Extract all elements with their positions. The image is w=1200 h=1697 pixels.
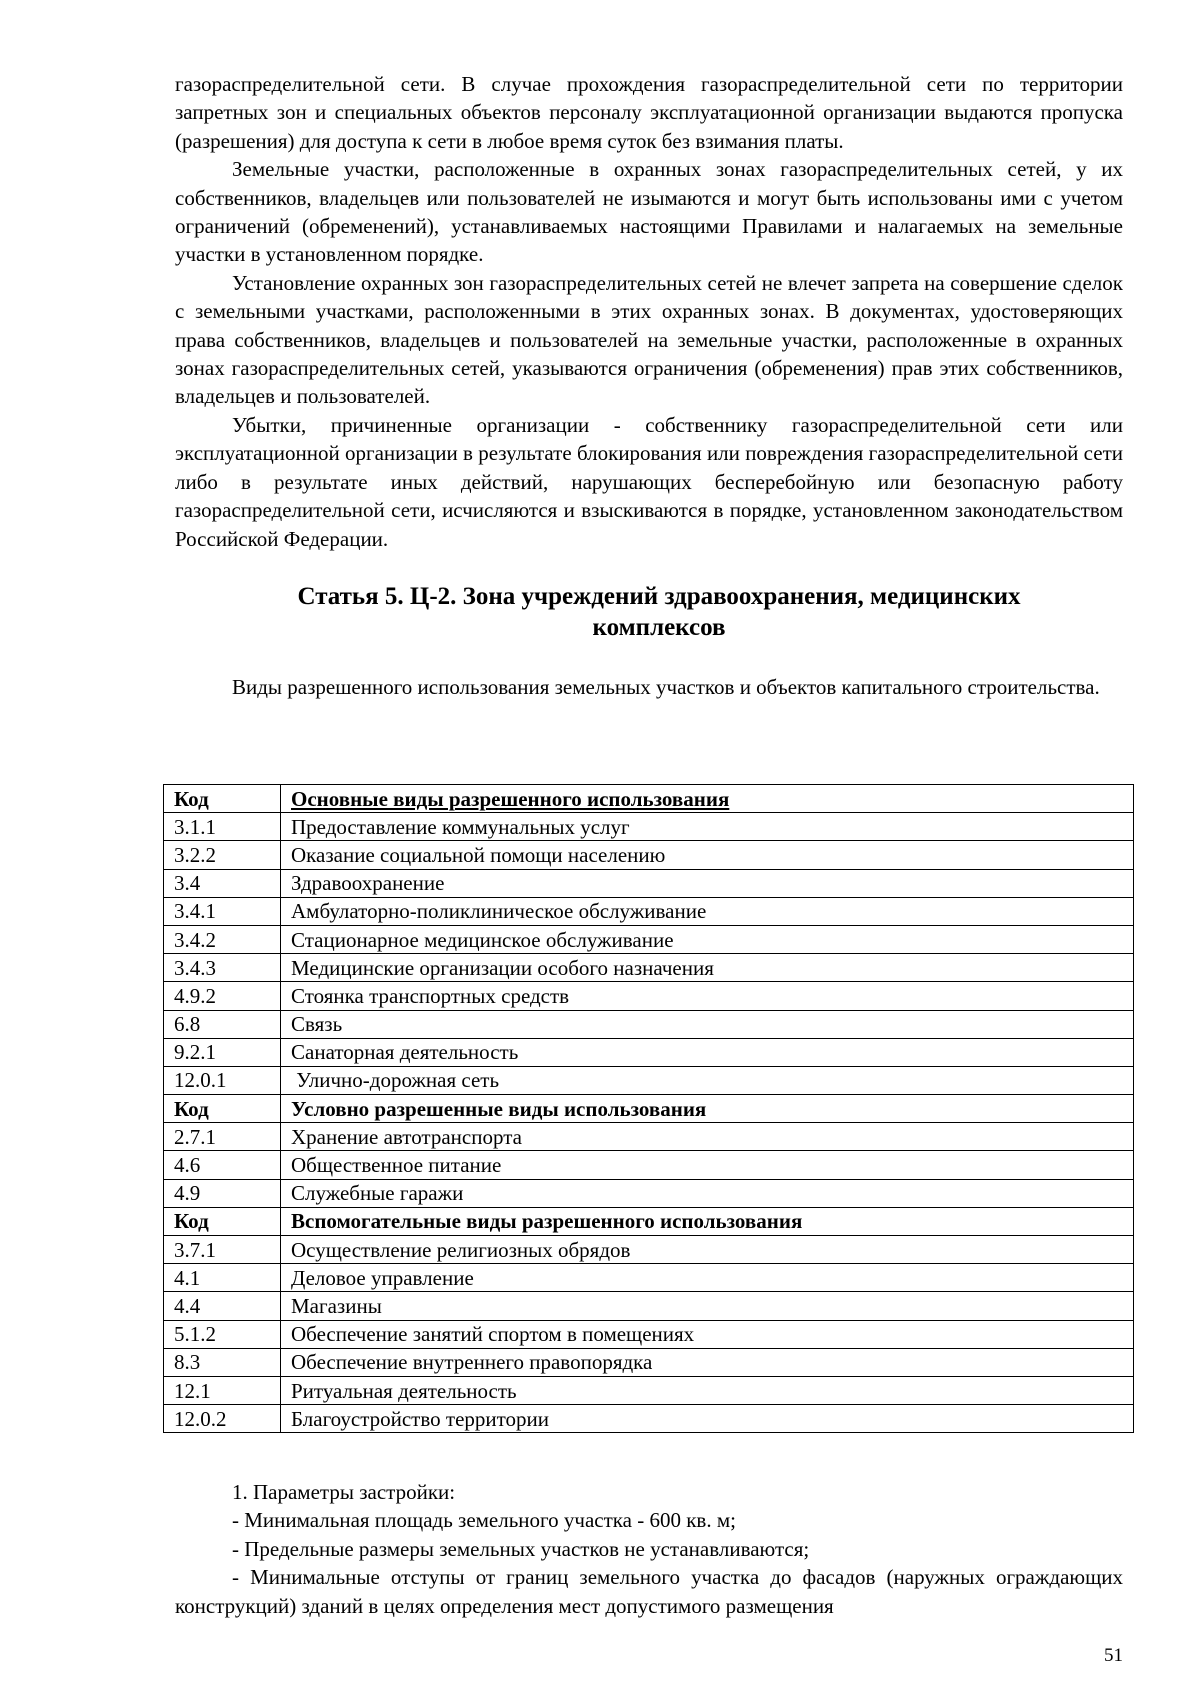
name-cell: Медицинские организации особого назначения xyxy=(281,954,1134,982)
name-cell: Осуществление религиозных обрядов xyxy=(281,1236,1134,1264)
paragraph: Убытки, причиненные организации - собственнику газораспределительной сети или эксплуатационной организации в результате блокирования или повреждения газораспределительной сети либо в результате иных действий, нарушающих бесперебойную или безопасную работу газораспределительной сети, исчисляются и взыскиваются в порядке, установленном законодательством Российской Федерации. xyxy=(175,412,1123,551)
params-item: - Минимальная площадь земельного участка - 600 кв. м; xyxy=(232,1508,736,1533)
table-intro: Виды разрешенного использования земельных участков и объектов капитального строительства. xyxy=(232,674,1100,699)
permitted-use-table xyxy=(163,784,1134,1433)
code-cell: 4.4 xyxy=(164,1292,281,1320)
table-row xyxy=(164,1151,1134,1179)
section-title: Основные виды разрешенного использования xyxy=(281,785,1134,813)
code-cell: 3.4.3 xyxy=(164,954,281,982)
params-item: - Предельные размеры земельных участков не устанавливаются; xyxy=(232,1536,810,1561)
table-section-header xyxy=(164,785,1134,813)
code-cell: 9.2.1 xyxy=(164,1038,281,1066)
code-header: Код xyxy=(164,1207,281,1235)
name-cell: Магазины xyxy=(281,1292,1134,1320)
table-row xyxy=(164,982,1134,1010)
name-cell: Связь xyxy=(281,1010,1134,1038)
code-cell: 3.2.2 xyxy=(164,841,281,869)
paragraph: газораспределительной сети. В случае прохождения газораспределительной сети по территории запретных зон и специальных объектов персоналу эксплуатационной организации выдаются пропуска (разрешения) для доступа к сети в любое время суток без взимания платы. xyxy=(175,72,1123,153)
name-cell: Стоянка транспортных средств xyxy=(281,982,1134,1010)
name-cell: Благоустройство территории xyxy=(281,1405,1134,1433)
code-cell: 4.6 xyxy=(164,1151,281,1179)
table-row xyxy=(164,841,1134,869)
table-row xyxy=(164,813,1134,841)
table-section-header xyxy=(164,1095,1134,1123)
params-item: - Минимальные отступы от границ земельного участка до фасадов (наружных ограждающих конструкций) зданий в целях определения мест допустимого размещения xyxy=(175,1565,1123,1618)
name-cell: Стационарное медицинское обслуживание xyxy=(281,925,1134,953)
code-cell: 4.1 xyxy=(164,1264,281,1292)
table-row xyxy=(164,1405,1134,1433)
table-row xyxy=(164,1264,1134,1292)
table-row xyxy=(164,925,1134,953)
name-cell: Ритуальная деятельность xyxy=(281,1376,1134,1404)
name-cell: Хранение автотранспорта xyxy=(281,1123,1134,1151)
table-row xyxy=(164,1010,1134,1038)
name-cell: Санаторная деятельность xyxy=(281,1038,1134,1066)
name-cell: Амбулаторно-поликлиническое обслуживание xyxy=(281,897,1134,925)
code-cell: 3.1.1 xyxy=(164,813,281,841)
name-cell: Обеспечение внутреннего правопорядка xyxy=(281,1348,1134,1376)
code-cell: 2.7.1 xyxy=(164,1123,281,1151)
heading-line: комплексов xyxy=(592,613,726,641)
table-row xyxy=(164,1179,1134,1207)
paragraph: Установление охранных зон газораспределительных сетей не влечет запрета на совершение сделок с земельными участками, расположенными в этих охранных зонах. В документах, удостоверяющих права собственников, владельцев и пользователей на земельные участки, расположенные в охранных зонах газораспределительных сетей, указываются ограничения (обременения) прав этих собственников, владельцев и пользователей. xyxy=(175,270,1123,409)
table-row xyxy=(164,869,1134,897)
code-cell: 12.0.1 xyxy=(164,1066,281,1094)
code-cell: 12.1 xyxy=(164,1376,281,1404)
table-section-header xyxy=(164,1207,1134,1235)
table-row xyxy=(164,954,1134,982)
table-row xyxy=(164,1320,1134,1348)
paragraph: Земельные участки, расположенные в охранных зонах газораспределительных сетей, у их собственников, владельцев или пользователей не изымаются и могут быть использованы ими с учетом ограничений (обременений), устанавливаемых настоящими Правилами и налагаемых на земельные участки в установленном порядке. xyxy=(175,157,1123,267)
name-cell: Здравоохранение xyxy=(281,869,1134,897)
code-cell: 4.9.2 xyxy=(164,982,281,1010)
name-cell: Предоставление коммунальных услуг xyxy=(281,813,1134,841)
name-cell: Служебные гаражи xyxy=(281,1179,1134,1207)
code-header: Код xyxy=(164,1095,281,1123)
table-row xyxy=(164,1123,1134,1151)
name-cell: Деловое управление xyxy=(281,1264,1134,1292)
table-row xyxy=(164,897,1134,925)
params-title: 1. Параметры застройки: xyxy=(232,1480,456,1504)
table-row xyxy=(164,1292,1134,1320)
code-cell: 4.9 xyxy=(164,1179,281,1207)
name-cell: Улично-дорожная сеть xyxy=(281,1066,1134,1094)
building-parameters xyxy=(175,1478,1123,1620)
code-cell: 3.4.2 xyxy=(164,925,281,953)
table-row xyxy=(164,1038,1134,1066)
name-cell: Общественное питание xyxy=(281,1151,1134,1179)
code-header: Код xyxy=(164,785,281,813)
table-row xyxy=(164,1236,1134,1264)
code-cell: 5.1.2 xyxy=(164,1320,281,1348)
code-cell: 3.4.1 xyxy=(164,897,281,925)
table-row xyxy=(164,1376,1134,1404)
table-row xyxy=(164,1348,1134,1376)
table-row xyxy=(164,1066,1134,1094)
heading-line: Статья 5. Ц-2. Зона учреждений здравоохранения, медицинских xyxy=(297,582,1021,610)
article-heading xyxy=(175,581,1123,643)
page-number: 51 xyxy=(1104,1645,1123,1666)
code-cell: 8.3 xyxy=(164,1348,281,1376)
code-cell: 3.4 xyxy=(164,869,281,897)
code-cell: 6.8 xyxy=(164,1010,281,1038)
code-cell: 3.7.1 xyxy=(164,1236,281,1264)
section-title: Вспомогательные виды разрешенного использования xyxy=(281,1207,1134,1235)
name-cell: Обеспечение занятий спортом в помещениях xyxy=(281,1320,1134,1348)
name-cell: Оказание социальной помощи населению xyxy=(281,841,1134,869)
code-cell: 12.0.2 xyxy=(164,1405,281,1433)
document-body xyxy=(175,70,1123,701)
section-title: Условно разрешенные виды использования xyxy=(281,1095,1134,1123)
